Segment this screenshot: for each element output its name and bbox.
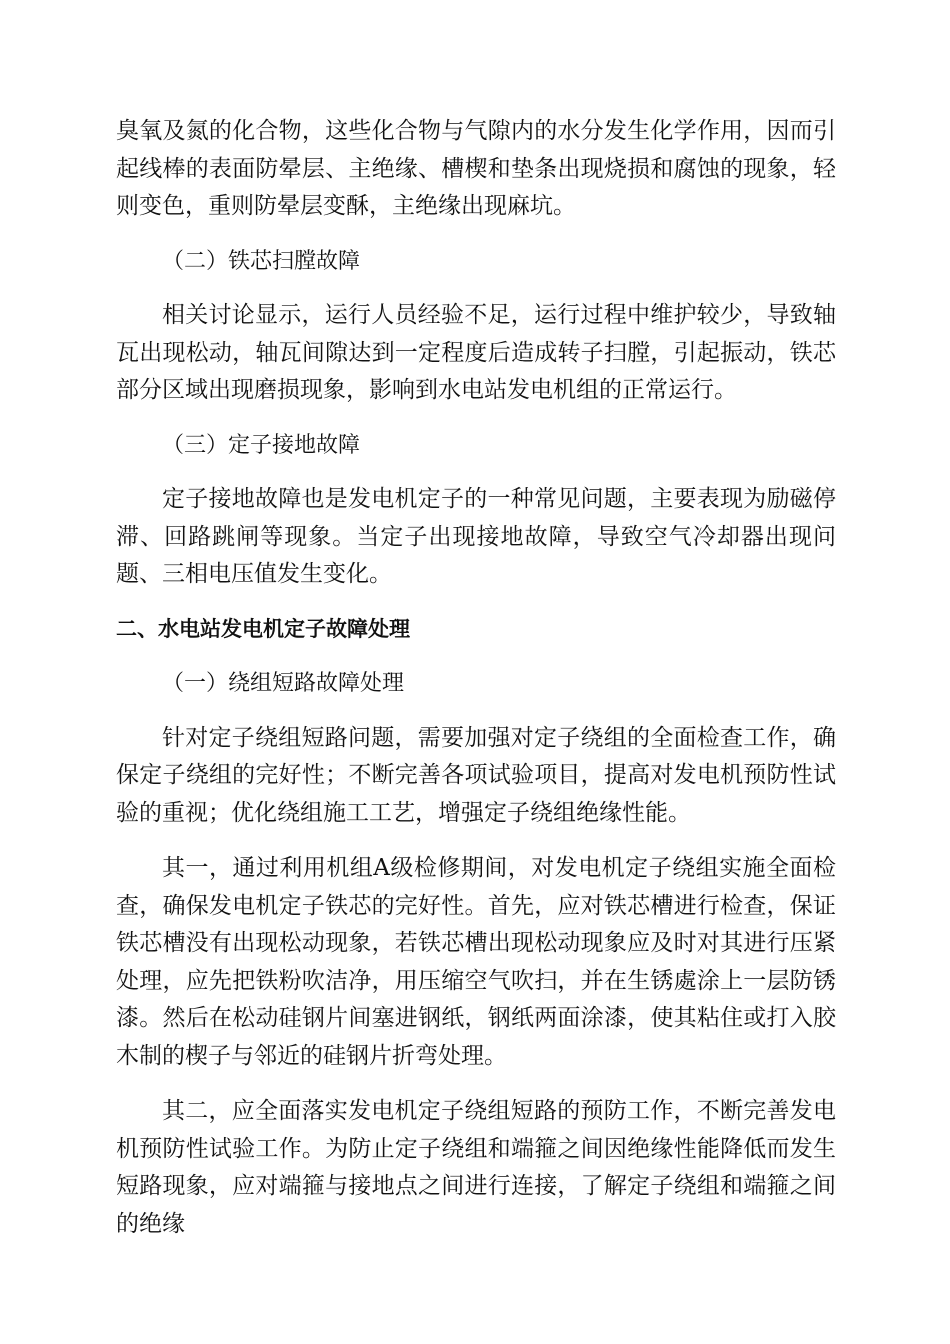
document-body xyxy=(116,113,836,1243)
paragraph-stator-ground: 定子接地故障也是发电机定子的一种常见问题，主要表现为励磁停滞、回路跳闸等现象。当定子出现接地故障，导致空气冷却器出现问题、三相电压值发生变化。 xyxy=(116,486,836,587)
paragraph-gap xyxy=(116,703,836,720)
paragraph-second-measure: 其二，应全面落实发电机定子绕组短路的预防工作，不断完善发电机预防性试验工作。为防止定子绕组和端箍之间因绝缘性能降低而发生短路现象，应对端箍与接地点之间进行连接，了解定子绕组和端箍之间的绝缘 xyxy=(116,1098,836,1237)
paragraph-gap xyxy=(116,1075,836,1093)
paragraph-short-circuit-overview: 针对定子绕组短路问题，需要加强对定子绕组的全面检查工作，确保定子绕组的完好性；不断完善各项试验项目，提高对发电机预防性试验的重视；优化绕组施工工艺，增强定子绕组绝缘性能。 xyxy=(116,724,836,826)
paragraph-gap xyxy=(116,464,836,481)
subheading-short-circuit-handling: （一）绕组短路故障处理 xyxy=(162,671,405,696)
paragraph-gap xyxy=(116,832,836,850)
paragraph-gap xyxy=(116,226,836,243)
paragraph-first-measure: 其一，通过利用机组A级检修期间，对发电机定子绕组实施全面检查，确保发电机定子铁芯的完好性。首先，应对铁芯槽进行检查，保证铁芯槽没有出现松动现象，若铁芯槽出现松动现象应及时对其进行压紧处理，应先把铁粉吹洁净，用压缩空气吹扫，并在生锈處涂上一层防锈漆。然后在松动硅钢片间塞进钢纸，钢纸两面涂漆，使其粘住或打入胶木制的楔子与邻近的硅钢片折弯处理。 xyxy=(116,855,836,1069)
paragraph-gap xyxy=(116,648,836,665)
subheading-stator-ground-fault: （三）定子接地故障 xyxy=(162,432,361,458)
paragraph-gap xyxy=(116,594,836,611)
paragraph-gap xyxy=(116,410,836,427)
subheading-core-sweep-fault: （二）铁芯扫膛故障 xyxy=(162,248,361,274)
paragraph-core-sweep: 相关讨论显示，运行人员经验不足，运行过程中维护较少，导致轴瓦出现松动，轴瓦间隙达到一定程度后造成转子扫膛，引起振动，铁芯部分区域出现磨损现象，影响到水电站发电机组的正常运行。 xyxy=(116,302,836,403)
section-heading-fault-handling: 二、水电站发电机定子故障处理 xyxy=(116,616,410,641)
paragraph-continuation: 臭氧及氮的化合物，这些化合物与气隙内的水分发生化学作用，因而引起线棒的表面防晕层、主绝缘、槽楔和垫条出现烧损和腐蚀的现象，轻则变色，重则防晕层变酥，主绝缘出现麻坑。 xyxy=(116,118,836,219)
paragraph-gap xyxy=(116,280,836,297)
